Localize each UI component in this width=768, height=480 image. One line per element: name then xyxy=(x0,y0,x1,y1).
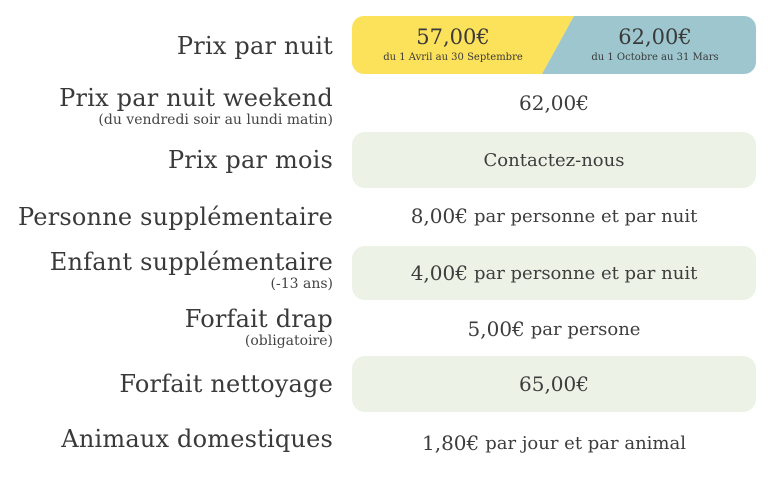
label-prix-par-mois xyxy=(168,148,333,172)
row-sublabel: (-13 ans) xyxy=(270,276,333,292)
label-personne-supplementaire xyxy=(18,205,333,229)
value-forfait-nettoyage xyxy=(352,356,756,412)
value-prix-par-mois xyxy=(352,132,756,188)
row-label: Forfait drap xyxy=(184,305,333,333)
contact-text: Contactez-nous xyxy=(483,149,625,171)
row-amount: 4,00€ xyxy=(410,261,468,285)
summer-price: 57,00€ xyxy=(416,24,490,49)
row-sublabel: (obligatoire) xyxy=(244,333,333,349)
winter-range: du 1 Octobre au 31 Mars xyxy=(591,52,719,64)
label-animaux-domestiques xyxy=(61,427,333,451)
label-prix-par-nuit xyxy=(177,34,333,58)
value-forfait-drap xyxy=(352,306,756,352)
row-label: Animaux domestiques xyxy=(61,425,333,453)
row-amount: 5,00€ xyxy=(467,317,525,341)
winter-price: 62,00€ xyxy=(618,24,692,49)
row-label: Prix par nuit weekend xyxy=(59,84,333,112)
label-prix-weekend xyxy=(59,86,333,127)
row-label: Personne supplémentaire xyxy=(18,203,333,231)
row-amount: 62,00€ xyxy=(519,91,589,115)
row-unit: par persone xyxy=(530,318,641,340)
label-forfait-drap xyxy=(185,307,333,348)
value-animaux-domestiques xyxy=(352,420,756,466)
value-enfant-supplementaire xyxy=(352,246,756,300)
label-forfait-nettoyage xyxy=(119,372,333,396)
row-unit: par personne et par nuit xyxy=(473,205,698,227)
summer-range: du 1 Avril au 30 Septembre xyxy=(383,52,523,64)
row-label: Forfait nettoyage xyxy=(119,370,333,398)
row-amount: 8,00€ xyxy=(410,204,468,228)
row-amount: 1,80€ xyxy=(421,431,480,455)
row-label: Prix par mois xyxy=(167,146,333,174)
value-prix-weekend xyxy=(352,80,756,126)
row-label: Prix par nuit xyxy=(176,32,333,60)
winter-season xyxy=(554,16,756,74)
row-sublabel: (du vendredi soir au lundi matin) xyxy=(98,112,333,128)
row-label: Enfant supplémentaire xyxy=(49,248,333,276)
row-amount: 65,00€ xyxy=(519,372,589,396)
value-personne-supplementaire xyxy=(352,194,756,238)
season-price-box xyxy=(352,16,756,74)
row-unit: par jour et par animal xyxy=(485,432,686,454)
summer-season xyxy=(352,16,554,74)
row-unit: par personne et par nuit xyxy=(473,262,698,284)
label-enfant-supplementaire xyxy=(50,250,333,291)
